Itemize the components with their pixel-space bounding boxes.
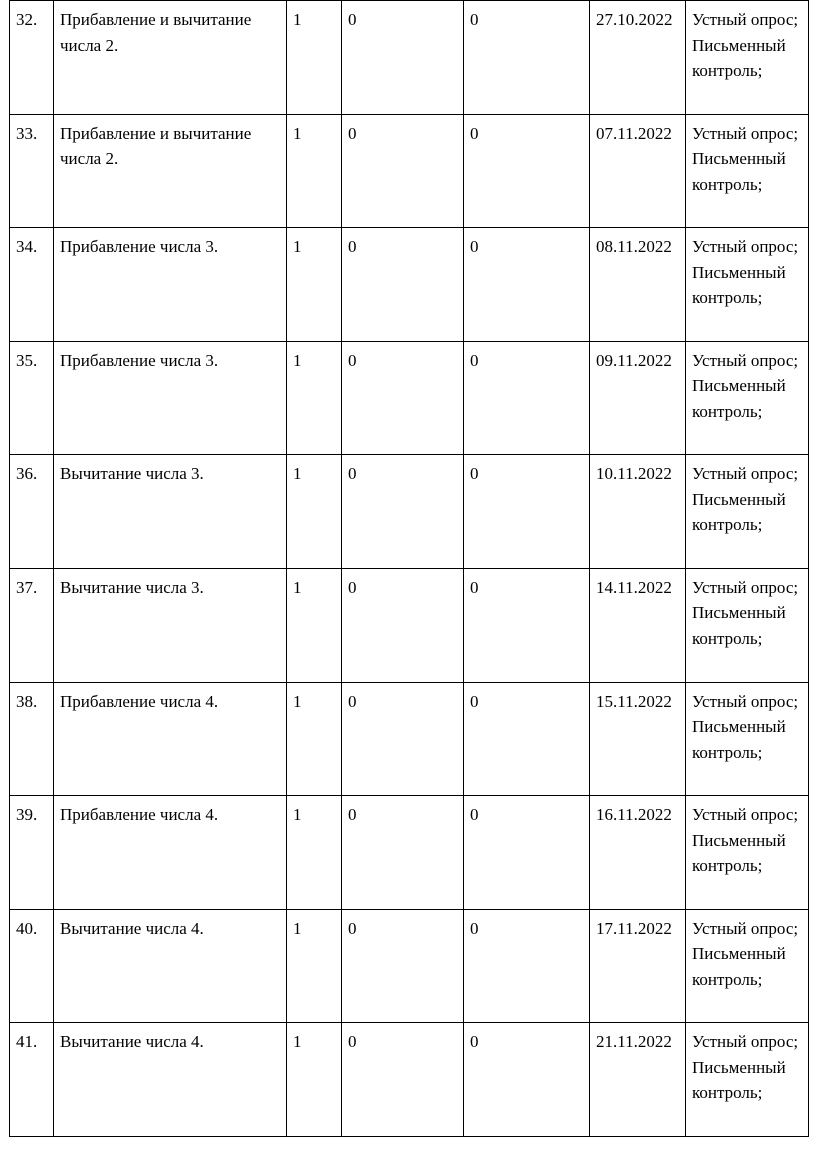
table-row: [10, 1023, 809, 1137]
lesson-number-cell: 38.: [10, 682, 54, 796]
total-hours-cell: 1: [287, 796, 342, 910]
lesson-number-cell: 36.: [10, 455, 54, 569]
assessment-form-cell: Устный опрос; Письменный контроль;: [686, 455, 809, 569]
lesson-topic-cell: Вычитание числа 4.: [54, 1023, 287, 1137]
lesson-number-cell: 35.: [10, 341, 54, 455]
lesson-date-cell: 10.11.2022: [590, 455, 686, 569]
total-hours-cell: 1: [287, 568, 342, 682]
lesson-number-cell: 40.: [10, 909, 54, 1023]
total-hours-cell: 1: [287, 1, 342, 115]
lesson-topic-cell: Прибавление числа 3.: [54, 341, 287, 455]
lesson-topic-cell: Прибавление и вычитание числа 2.: [54, 114, 287, 228]
table-row: [10, 568, 809, 682]
table-row: [10, 682, 809, 796]
control-hours-cell: 0: [342, 341, 464, 455]
lesson-date-cell: 21.11.2022: [590, 1023, 686, 1137]
lesson-topic-cell: Прибавление числа 4.: [54, 682, 287, 796]
total-hours-cell: 1: [287, 909, 342, 1023]
lesson-date-cell: 08.11.2022: [590, 228, 686, 342]
lesson-number-cell: 34.: [10, 228, 54, 342]
lesson-number-cell: 41.: [10, 1023, 54, 1137]
lesson-number-cell: 33.: [10, 114, 54, 228]
table-row: [10, 455, 809, 569]
lesson-table-body: [10, 1, 809, 1137]
control-hours-cell: 0: [342, 909, 464, 1023]
lesson-number-cell: 37.: [10, 568, 54, 682]
practice-hours-cell: 0: [464, 682, 590, 796]
lesson-topic-cell: Вычитание числа 3.: [54, 568, 287, 682]
lesson-number-cell: 32.: [10, 1, 54, 115]
total-hours-cell: 1: [287, 114, 342, 228]
table-row: [10, 909, 809, 1023]
table-row: [10, 796, 809, 910]
practice-hours-cell: 0: [464, 568, 590, 682]
assessment-form-cell: Устный опрос; Письменный контроль;: [686, 1023, 809, 1137]
table-row: [10, 1, 809, 115]
practice-hours-cell: 0: [464, 228, 590, 342]
total-hours-cell: 1: [287, 682, 342, 796]
assessment-form-cell: Устный опрос; Письменный контроль;: [686, 682, 809, 796]
control-hours-cell: 0: [342, 114, 464, 228]
lesson-date-cell: 17.11.2022: [590, 909, 686, 1023]
practice-hours-cell: 0: [464, 1023, 590, 1137]
control-hours-cell: 0: [342, 1, 464, 115]
lesson-topic-cell: Вычитание числа 3.: [54, 455, 287, 569]
practice-hours-cell: 0: [464, 909, 590, 1023]
lesson-number-cell: 39.: [10, 796, 54, 910]
table-row: [10, 228, 809, 342]
total-hours-cell: 1: [287, 228, 342, 342]
total-hours-cell: 1: [287, 455, 342, 569]
table-row: [10, 114, 809, 228]
lesson-date-cell: 14.11.2022: [590, 568, 686, 682]
control-hours-cell: 0: [342, 455, 464, 569]
assessment-form-cell: Устный опрос; Письменный контроль;: [686, 1, 809, 115]
total-hours-cell: 1: [287, 341, 342, 455]
lesson-date-cell: 16.11.2022: [590, 796, 686, 910]
lesson-date-cell: 27.10.2022: [590, 1, 686, 115]
assessment-form-cell: Устный опрос; Письменный контроль;: [686, 796, 809, 910]
control-hours-cell: 0: [342, 568, 464, 682]
control-hours-cell: 0: [342, 796, 464, 910]
assessment-form-cell: Устный опрос; Письменный контроль;: [686, 341, 809, 455]
control-hours-cell: 0: [342, 228, 464, 342]
lesson-plan-table: [9, 0, 809, 1137]
lesson-topic-cell: Вычитание числа 4.: [54, 909, 287, 1023]
practice-hours-cell: 0: [464, 341, 590, 455]
assessment-form-cell: Устный опрос; Письменный контроль;: [686, 568, 809, 682]
control-hours-cell: 0: [342, 682, 464, 796]
assessment-form-cell: Устный опрос; Письменный контроль;: [686, 228, 809, 342]
lesson-topic-cell: Прибавление и вычитание числа 2.: [54, 1, 287, 115]
assessment-form-cell: Устный опрос; Письменный контроль;: [686, 114, 809, 228]
control-hours-cell: 0: [342, 1023, 464, 1137]
practice-hours-cell: 0: [464, 1, 590, 115]
lesson-date-cell: 07.11.2022: [590, 114, 686, 228]
total-hours-cell: 1: [287, 1023, 342, 1137]
lesson-topic-cell: Прибавление числа 3.: [54, 228, 287, 342]
table-row: [10, 341, 809, 455]
lesson-date-cell: 09.11.2022: [590, 341, 686, 455]
assessment-form-cell: Устный опрос; Письменный контроль;: [686, 909, 809, 1023]
practice-hours-cell: 0: [464, 114, 590, 228]
practice-hours-cell: 0: [464, 455, 590, 569]
lesson-topic-cell: Прибавление числа 4.: [54, 796, 287, 910]
lesson-date-cell: 15.11.2022: [590, 682, 686, 796]
practice-hours-cell: 0: [464, 796, 590, 910]
